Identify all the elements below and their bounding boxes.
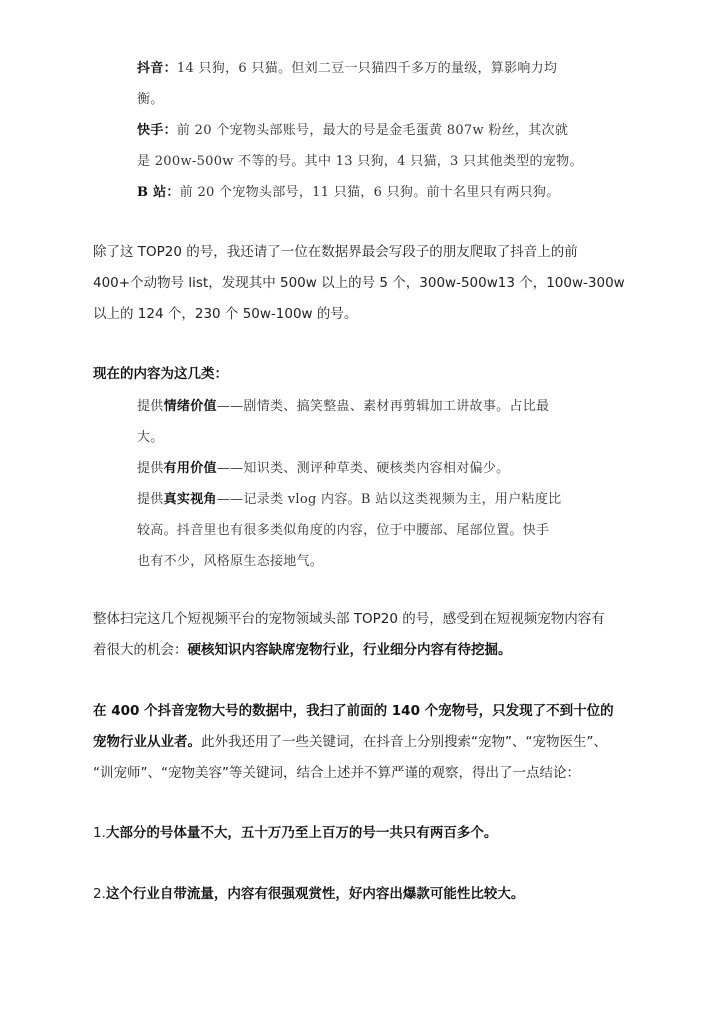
content-prefix: 提供 bbox=[137, 492, 164, 507]
platform-bilibili bbox=[137, 177, 597, 208]
content-types bbox=[137, 391, 597, 577]
content-type-name: 真实视角 bbox=[163, 492, 217, 507]
platform-label: 快手： bbox=[137, 123, 177, 138]
platform-douyin bbox=[137, 53, 597, 84]
content-desc-cont: 也有不少，风格原生态接地气。 bbox=[137, 554, 324, 569]
content-type-real bbox=[137, 484, 597, 515]
platform-kuaishou-cont: 是 200w-500w 不等的号。其中 13 只狗，4 只猫，3 只其他类型的宠物。 bbox=[137, 154, 583, 169]
text-bold: 硬核知识内容缺席宠物行业，行业细分内容有待挖掘。 bbox=[187, 642, 512, 658]
text-line: 除了这 TOP20 的号，我还请了一位在数据界最会写段子的朋友爬取了抖音上的前 bbox=[93, 244, 578, 260]
content-desc: ——知识类、测评种草类、硬核类内容相对偏少。 bbox=[216, 461, 510, 476]
platform-text: 前 20 个宠物头部号，11 只猫，6 只狗。前十名里只有两只狗。 bbox=[179, 185, 560, 200]
conclusion-2 bbox=[93, 879, 638, 910]
conclusion-number: 2. bbox=[93, 886, 106, 902]
content-desc: ——记录类 vlog 内容。B 站以这类视频为主，用户粘度比 bbox=[216, 492, 562, 507]
content-prefix: 提供 bbox=[137, 461, 164, 476]
text-line bbox=[93, 635, 638, 666]
text-line: “训宠师”、“宠物美容”等关键词，结合上述并不算严谨的观察，得出了一点结论： bbox=[93, 765, 580, 781]
platform-stats bbox=[137, 53, 597, 208]
paragraph-crawl bbox=[93, 237, 638, 330]
content-desc-cont: 大。 bbox=[137, 430, 164, 445]
paragraph-opportunity bbox=[93, 604, 638, 666]
conclusion-text: 大部分的号体量不大，五十万乃至上百万的号一共只有两百多个。 bbox=[105, 825, 498, 841]
content-desc: ——剧情类、搞笑整蛊、素材再剪辑加工讲故事。占比最 bbox=[216, 399, 550, 414]
text-bold: 宠物行业从业者。 bbox=[93, 734, 201, 750]
text-line bbox=[93, 727, 638, 758]
content-desc-cont: 较高。抖音里也有很多类似角度的内容，位于中腰部、尾部位置。快手 bbox=[137, 523, 550, 538]
text-line: 以上的 124 个，230 个 50w-100w 的号。 bbox=[93, 306, 358, 322]
paragraph-research bbox=[93, 696, 638, 789]
platform-kuaishou bbox=[137, 115, 597, 146]
conclusion-1 bbox=[93, 818, 638, 849]
content-type-name: 有用价值 bbox=[163, 461, 217, 476]
platform-text: 前 20 个宠物头部账号，最大的号是金毛蛋黄 807w 粉丝，其次就 bbox=[176, 123, 569, 138]
conclusion-text: 这个行业自带流量，内容有很强观赏性，好内容出爆款可能性比较大。 bbox=[105, 886, 525, 902]
platform-label: B 站： bbox=[137, 185, 180, 200]
text-bold: 在 400 个抖音宠物大号的数据中，我扫了前面的 140 个宠物号，只发现了不到十位的 bbox=[93, 703, 614, 719]
platform-text: 14 只狗，6 只猫。但刘二豆一只猫四千多万的量级，算影响力均 bbox=[176, 61, 558, 76]
text-line: 400+个动物号 list，发现其中 500w 以上的号 5 个，300w-500w13 个，100w-300w bbox=[93, 275, 625, 291]
platform-label: 抖音： bbox=[137, 61, 177, 76]
content-type-emotional bbox=[137, 391, 597, 422]
text-span: 着很大的机会： bbox=[93, 642, 188, 658]
text-span: 此外我还用了一些关键词，在抖音上分别搜索“宠物”、“宠物医生”、 bbox=[201, 734, 607, 750]
text-line: 整体扫完这几个短视频平台的宠物领域头部 TOP20 的号，感受到在短视频宠物内容有 bbox=[93, 611, 605, 627]
platform-douyin-cont: 衡。 bbox=[137, 92, 164, 107]
content-type-name: 情绪价值 bbox=[163, 399, 217, 414]
content-prefix: 提供 bbox=[137, 399, 164, 414]
conclusion-number: 1. bbox=[93, 825, 106, 841]
section-heading: 现在的内容为这几类： bbox=[93, 366, 228, 382]
content-type-useful bbox=[137, 453, 597, 484]
